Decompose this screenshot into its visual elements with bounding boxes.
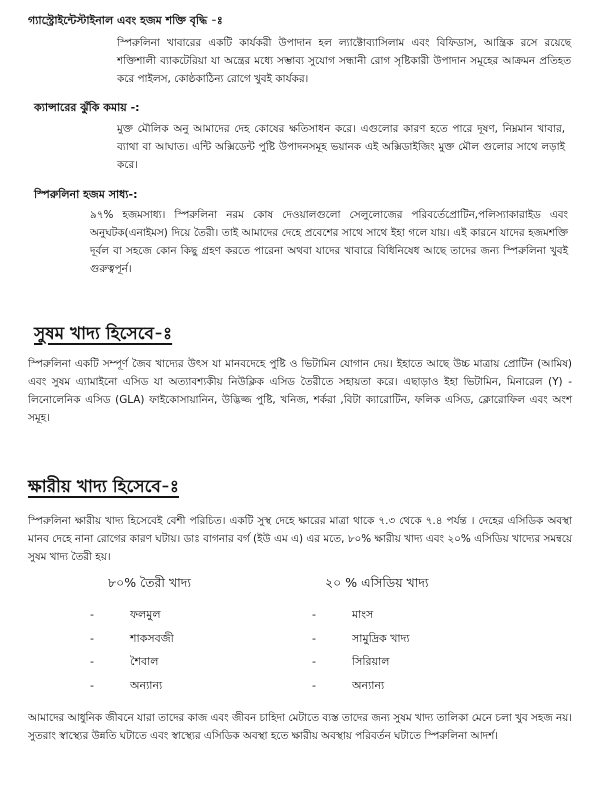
digest-paragraph: ৯৭% হজমসাধ্য। স্পিরুলিনা নরম কোষ দেওয়ালগুলো সেলুলোজের পরিবর্তেপ্রোটিন,পলিস্যাকারাইড এবং অনুঘটক(এনাইমস) দিয়ে তৈরী। তাই আমাদের দেহে প্রবেশের সাথে সাথে ইহা গলে যায়। এই কারনে যাদের হজমশক্তি দূর্বল বা সহজে কোন কিছু গ্রহণ করতে পারেনা অথবা যাদের খাবারে বিধিনিষেধ আছে তাদের জন্য স্পিরুলিনা খুবই গুরুত্বপূর্ন। — [90, 209, 568, 275]
list-item — [90, 653, 174, 677]
list-item — [90, 606, 174, 630]
list-dash: - — [312, 678, 316, 692]
balanced-heading: সুষম খাদ্য হিসেবে-ঃ — [34, 324, 173, 344]
list-item-label: শৈবাল — [130, 655, 159, 668]
list-dash: - — [312, 608, 316, 621]
alkaline-paragraph: স্পিরুলিনা ক্ষারীয় খাদ্য হিসেবেই বেশী পরিচিত। একটি সুস্থ দেহে ক্ষারের মাত্রা থাকে ৭.৩ থেকে ৭.৪ পর্যন্ত । দেহের এসিডিক অবস্থা মানব দেহে নানা রোগের কারণ ঘটায়। ডাঃ বাগনার বর্গ (ইউ এম এ) এর মতে, ৮০% ক্ষারীয় খাদ্য এবং ২০% এসিডিয় খাদ্যের সমন্বয়ে সুষম খাদ্য তৈরী হয়। — [28, 515, 572, 563]
list-dash: - — [90, 655, 94, 668]
digest-heading: স্পিরুলিনা হজম সাধ্য-: — [34, 188, 138, 201]
alkaline-heading: ক্ষারীয় খাদ্য হিসেবে-ঃ — [28, 477, 179, 497]
list-dash: - — [90, 678, 94, 692]
list-item-label: শাকসবজী — [130, 631, 174, 645]
list-dash: - — [90, 608, 94, 621]
list-dash: - — [312, 655, 316, 668]
list-item-label: সিরিয়াল — [352, 655, 390, 668]
list-item — [312, 606, 410, 630]
alkaline-food-list — [90, 606, 174, 700]
list-item-label: ফলমুল — [130, 608, 161, 621]
acidic-column-title: ২০ % এসিডিয় খাদ্য — [325, 575, 429, 590]
closing-paragraph: আমাদের আধুনিক জীবনে যারা তাদের কাজ এবং জীবন চাহিদা মেটাতে ব্যস্ত তাদের জন্য সুষম খাদ্য তালিকা মেনে চলা খুব সহজ নয়। সুতরাং স্বাস্থ্যের উন্নতি ঘটাতে এবং স্বাস্থ্যের এসিডিক অবস্থা হতে ক্ষারীয় অবস্থায় পরিবর্তন ঘটাতে স্পিরুলিনা আদর্শ। — [28, 712, 572, 742]
gastro-paragraph: স্পিরুলিনা খাবারের একটি কার্যকরী উপাদান হল ল্যাক্টোব্যাসিলাম এবং বিফিডাস, আন্ত্রিক রসে রয়েছে শক্তিশালী ব্যাকটেরিয়া যা অন্ত্রের মধ্যে সম্ভাব্য সুযোগ সন্ধানী রোগ সৃষ্টিকারী উপাদান সমূহের আক্রমন প্রতিহত করে পাইলস, কোষ্ঠকাঠিন্য রোগে খুবই কার্যকর। — [117, 37, 571, 85]
alkaline-column-title: ৮০% তৈরী খাদ্য — [108, 575, 191, 590]
list-item — [312, 630, 410, 654]
list-dash: - — [312, 631, 316, 645]
list-item — [90, 630, 174, 654]
list-item-label: অন্যান্য — [352, 678, 385, 692]
acidic-food-list — [312, 606, 410, 700]
list-item — [312, 677, 410, 701]
list-item — [312, 653, 410, 677]
cancer-paragraph: মুক্ত মৌলিক অনু আমাদের দেহ কোষের ক্ষতিসাধন করে। এগুলোর কারণ হতে পারে দূষণ, নিম্নমান খাবার, ব্যাথা বা আঘাত। এন্টি অক্সিডেন্ট পুষ্টি উপাদনসমূহ ভয়ানক এই অক্সিডাইজিং মুক্ত মৌল গুলোর সাথে লড়াই করে। — [117, 123, 565, 171]
cancer-heading: ক্যান্সারের ঝুঁকি কমায় -: — [34, 101, 140, 114]
list-item-label: অন্যান্য — [130, 678, 163, 692]
list-item-label: মাংস — [352, 608, 374, 621]
balanced-paragraph: স্পিরুলিনা একটি সম্পূর্ণ জৈব খাদ্যের উৎস যা মানবদেহে পুষ্টি ও ভিটামিন যোগান দেয়। ইহাতে আছে উচ্চ মাত্রায় প্রোটিন (আমিষ) এবং সুষম এ্যামাইনো এসিড যা অত্যাবশ্যকীয় নিউক্লিক এসিড তৈরীতে সহায়তা করে। এছাড়াও ইহা ভিটামিন, মিনারেল (Y) - লিনোলেনিক এসিড (GLA) ফাইকোসায়ানিন, উদ্ভিজ্জ পুষ্টি, খনিজ, শর্করা ,বিটা ক্যারোটিন, ফলিক এসিড, ক্লোরোফিল এবং অংশ সমূহ। — [28, 358, 572, 424]
list-item-label: সামুদ্রিক খাদ্য — [352, 631, 410, 645]
list-dash: - — [90, 631, 94, 645]
gastro-heading: গ্যাস্ট্রোইন্টেস্টাইনাল এবং হজম শক্তি বৃদ্ধি -ঃ — [28, 14, 223, 27]
list-item — [90, 677, 174, 701]
